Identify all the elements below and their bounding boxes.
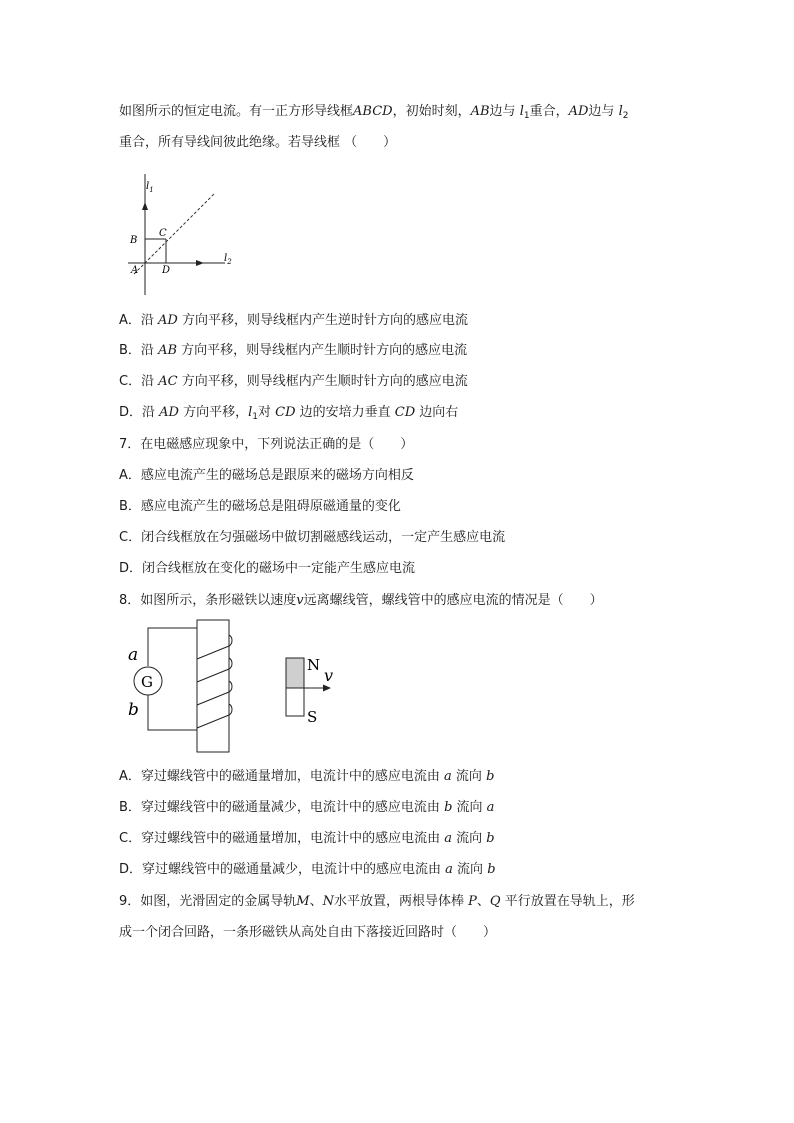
stem-text: 远离螺线管，螺线管中的感应电流的情况是（ ） bbox=[303, 593, 603, 608]
intro-abcd: ABCD bbox=[353, 104, 393, 119]
intro-ab: AB bbox=[470, 104, 490, 119]
stem-text: 8．如图所示，条形磁铁以速度 bbox=[119, 593, 297, 608]
option-var: a bbox=[486, 800, 495, 815]
magnet-south-half bbox=[286, 688, 304, 716]
option-text: 对 bbox=[258, 405, 276, 420]
option-var: AB bbox=[158, 343, 178, 358]
option-var: b bbox=[487, 862, 496, 877]
stem-var-v: v bbox=[296, 593, 304, 608]
option-text: 方向平移，则导线框内产生顺时针方向的感应电流 bbox=[177, 343, 468, 358]
terminal-a-label: a bbox=[128, 645, 139, 665]
top-wire bbox=[148, 628, 197, 666]
intro-l2-sub: 2 bbox=[622, 111, 629, 121]
intro-text: 边与 bbox=[588, 104, 619, 119]
option-text: 边向右 bbox=[415, 405, 459, 420]
velocity-label: v bbox=[324, 666, 334, 685]
label-l2: $l_2$ bbox=[224, 253, 232, 266]
intro-text: ，初始时刻， bbox=[392, 104, 471, 119]
north-pole-label: N bbox=[307, 656, 321, 674]
option-text: C．穿过螺线管中的磁通量增加，电流计中的感应电流由 bbox=[119, 831, 445, 846]
option-text: B．穿过螺线管中的磁通量减少，电流计中的感应电流由 bbox=[119, 800, 445, 815]
intro-line-2: 重合，所有导线间彼此绝缘。若导线框 （ ） bbox=[119, 135, 397, 150]
intro-line-1 bbox=[119, 103, 628, 125]
intro-l1: l bbox=[519, 104, 524, 119]
velocity-arrow-head bbox=[323, 685, 331, 692]
intro-text: 重合， bbox=[529, 104, 569, 119]
magnet-north-half bbox=[286, 658, 304, 688]
q9-text: 、 bbox=[309, 894, 323, 909]
option-text: 流向 bbox=[452, 862, 488, 877]
q7-option-d: D．闭合线框放在变化的磁场中一定能产生感应电流 bbox=[119, 561, 416, 576]
option-text: 方向平移，则导线框内产生逆时针方向的感应电流 bbox=[177, 313, 468, 328]
q9-var: M bbox=[296, 894, 310, 909]
option-text: C．沿 bbox=[119, 374, 159, 389]
option-text: 流向 bbox=[451, 831, 487, 846]
option-var: b bbox=[486, 769, 495, 784]
q9-var: P bbox=[468, 894, 477, 909]
intro-ad: AD bbox=[568, 104, 589, 119]
option-text: 流向 bbox=[451, 769, 487, 784]
option-var: l bbox=[248, 405, 253, 420]
intro-text: 如图所示的恒定电流。有一正方形导线框 bbox=[119, 104, 354, 119]
option-text: 流向 bbox=[452, 800, 487, 815]
option-sub: 1 bbox=[252, 412, 259, 422]
q6-option-b bbox=[119, 342, 467, 360]
l2-arrow bbox=[196, 260, 204, 266]
option-var: AD bbox=[158, 313, 178, 328]
q9-text: 、 bbox=[476, 894, 490, 909]
label-b: B bbox=[130, 235, 138, 246]
option-text: D．穿过螺线管中的磁通量减少，电流计中的感应电流由 bbox=[119, 862, 446, 877]
solenoid-core bbox=[197, 620, 229, 752]
option-var: CD bbox=[275, 405, 296, 420]
intro-l2: l bbox=[618, 104, 623, 119]
q7-stem: 7．在电磁感应现象中，下列说法正确的是（ ） bbox=[119, 437, 414, 452]
q9-text: 9．如图，光滑固定的金属导轨 bbox=[119, 894, 297, 909]
q9-text: 平行放置在导轨上，形 bbox=[500, 894, 635, 909]
label-c: C bbox=[159, 228, 167, 239]
option-text: 方向平移， bbox=[178, 405, 249, 420]
south-pole-label: S bbox=[307, 708, 318, 726]
q7-option-c: C．闭合线框放在匀强磁场中做切割磁感线运动，一定产生感应电流 bbox=[119, 530, 506, 545]
option-var: b bbox=[486, 831, 495, 846]
q8-option-a bbox=[119, 768, 494, 786]
option-text: 方向平移，则导线框内产生顺时针方向的感应电流 bbox=[177, 374, 468, 389]
q9-text: 水平放置，两根导体棒 bbox=[333, 894, 469, 909]
q6-option-a bbox=[119, 312, 468, 330]
q8-option-b bbox=[119, 799, 494, 817]
option-var: a bbox=[444, 769, 452, 784]
option-text: B．沿 bbox=[119, 343, 159, 358]
l1-arrow bbox=[142, 202, 148, 210]
q9-var: N bbox=[322, 894, 334, 909]
terminal-b-label: b bbox=[128, 700, 139, 720]
option-text: D．沿 bbox=[119, 405, 160, 420]
option-text: 边的安培力垂直 bbox=[295, 405, 395, 420]
option-text: A．穿过螺线管中的磁通量增加，电流计中的感应电流由 bbox=[119, 769, 445, 784]
option-var: b bbox=[444, 800, 453, 815]
option-var: AC bbox=[158, 374, 178, 389]
q9-var: Q bbox=[489, 894, 501, 909]
option-var: CD bbox=[394, 405, 416, 420]
square-frame-figure bbox=[120, 170, 240, 300]
q9-line-1 bbox=[119, 893, 635, 911]
option-var: a bbox=[445, 862, 453, 877]
q7-option-a: A．感应电流产生的磁场总是跟原来的磁场方向相反 bbox=[119, 468, 414, 483]
bottom-wire bbox=[148, 695, 197, 730]
q6-option-d bbox=[119, 404, 458, 426]
q8-stem bbox=[119, 592, 603, 610]
intro-l1-sub: 1 bbox=[523, 111, 530, 121]
intro-text: 边与 bbox=[489, 104, 520, 119]
label-d: D bbox=[162, 265, 171, 276]
galvanometer-label: G bbox=[141, 673, 153, 691]
q7-option-b: B．感应电流产生的磁场总是阻碍原磁通量的变化 bbox=[119, 499, 401, 514]
label-a: A bbox=[131, 265, 139, 276]
q8-option-c bbox=[119, 830, 495, 848]
solenoid-magnet-figure bbox=[120, 618, 350, 758]
option-var: AD bbox=[159, 405, 179, 420]
label-l1: $l_1$ bbox=[146, 181, 154, 194]
option-text: A．沿 bbox=[119, 313, 159, 328]
q9-line-2: 成一个闭合回路，一条形磁铁从高处自由下落接近回路时（ ） bbox=[119, 925, 497, 940]
q8-option-d bbox=[119, 861, 496, 879]
option-var: a bbox=[444, 831, 452, 846]
q6-option-c bbox=[119, 373, 468, 391]
